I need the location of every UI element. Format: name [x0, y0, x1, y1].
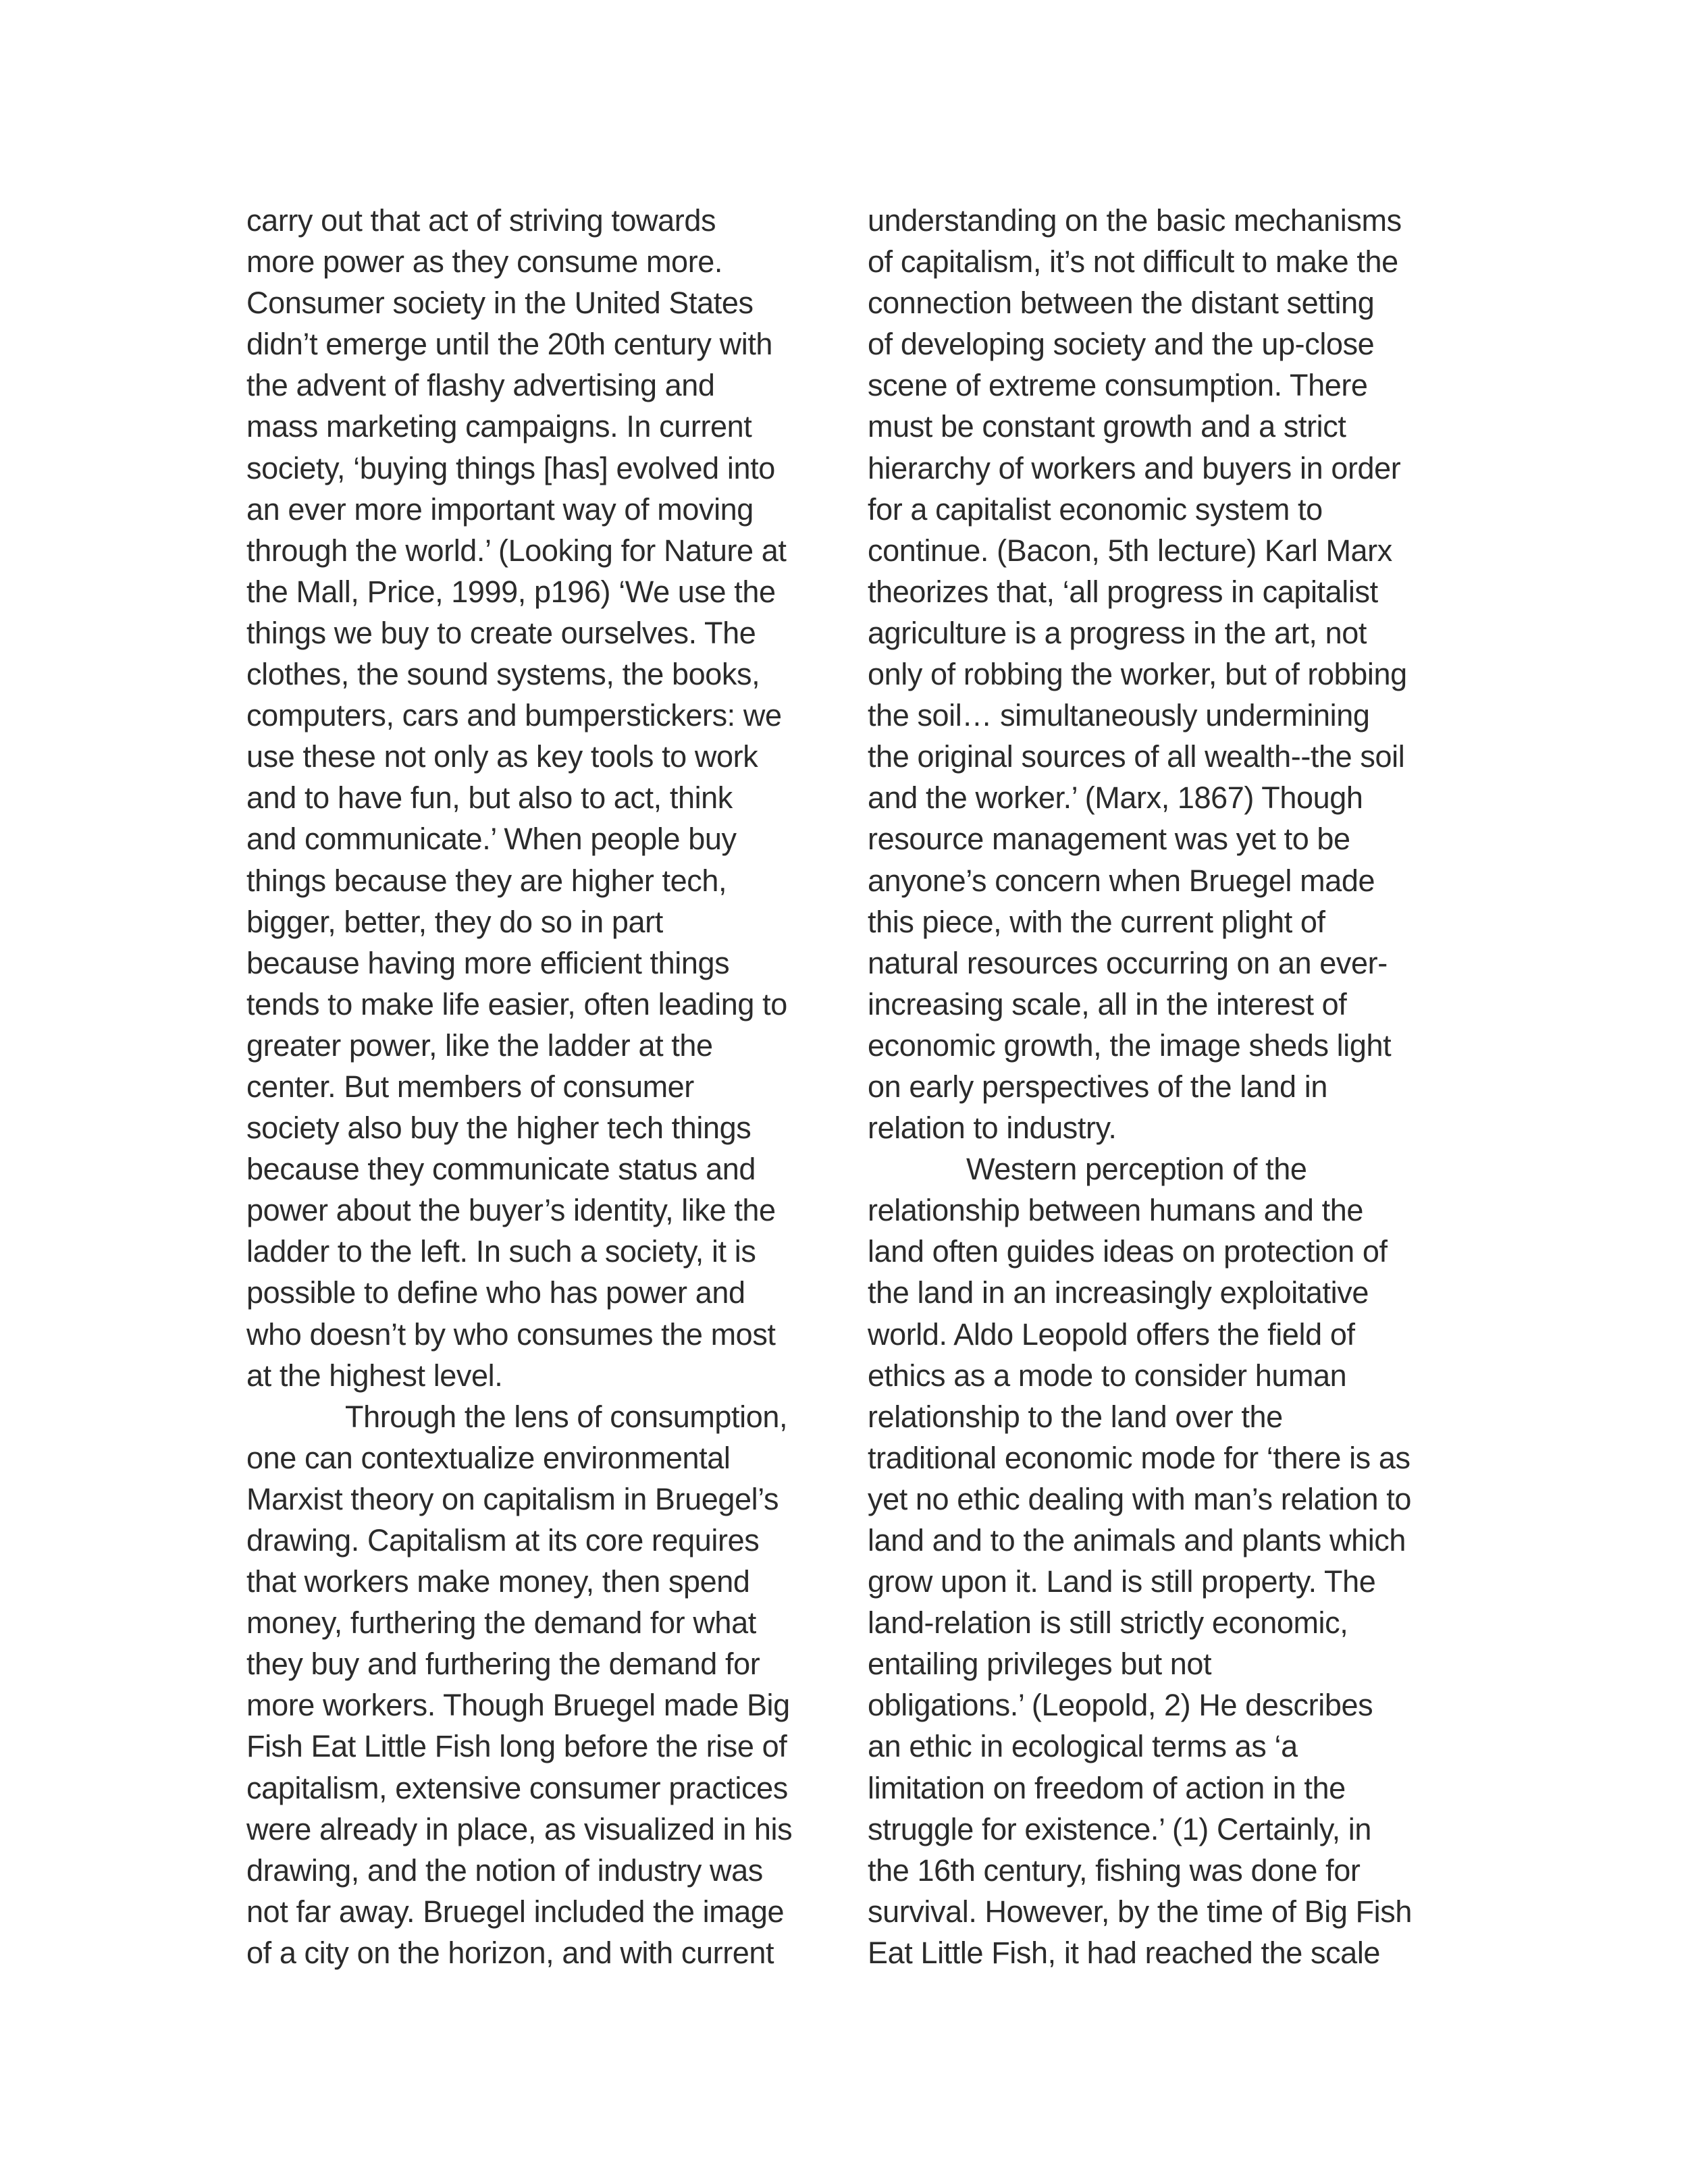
text-line: Eat Little Fish, it had reached the scale	[868, 1935, 1381, 1970]
text-line: and to have fun, but also to act, think	[246, 780, 733, 816]
text-line: clothes, the sound systems, the books,	[246, 657, 760, 692]
text-line: traditional economic mode for ‘there is as	[868, 1440, 1410, 1475]
text-line: power about the buyer’s identity, like the	[246, 1193, 776, 1228]
text-line: relationship to the land over the	[868, 1399, 1283, 1434]
text-line: struggle for existence.’ (1) Certainly, in	[868, 1811, 1372, 1846]
text-line: an ever more important way of moving	[246, 491, 754, 527]
text-line: bigger, better, they do so in part	[246, 904, 663, 939]
text-line: economic growth, the image sheds light	[868, 1028, 1392, 1063]
text-line: more power as they consume more.	[246, 244, 723, 279]
text-line: center. But members of consumer	[246, 1069, 694, 1104]
text-line: didn’t emerge until the 20th century with	[246, 327, 773, 362]
text-line: relation to industry.	[868, 1111, 1117, 1146]
text-line: Western perception of the	[966, 1152, 1307, 1187]
text-line: Consumer society in the United States	[246, 286, 754, 321]
text-line: society, ‘buying things [has] evolved into	[246, 450, 775, 485]
text-line: grow upon it. Land is still property. The	[868, 1564, 1376, 1599]
text-line: were already in place, as visualized in his	[246, 1811, 793, 1846]
text-line: Marxist theory on capitalism in Bruegel’s	[246, 1481, 779, 1516]
text-line: world. Aldo Leopold offers the field of	[868, 1316, 1355, 1352]
text-line: things we buy to create ourselves. The	[246, 615, 756, 650]
text-line: the 16th century, fishing was done for	[868, 1853, 1361, 1888]
text-line: theorizes that, ‘all progress in capitalist	[868, 574, 1378, 609]
text-line: the advent of flashy advertising and	[246, 368, 715, 403]
text-line: greater power, like the ladder at the	[246, 1028, 713, 1063]
text-line: tends to make life easier, often leading to	[246, 986, 787, 1021]
text-line: for a capitalist economic system to	[868, 491, 1323, 527]
text-line: yet no ethic dealing with man’s relation to	[868, 1481, 1411, 1516]
text-column-right	[868, 200, 1448, 1973]
text-line: land and to the animals and plants which	[868, 1523, 1406, 1557]
text-line: ladder to the left. In such a society, it is	[246, 1234, 756, 1269]
text-line: carry out that act of striving towards	[246, 203, 716, 238]
text-line: of a city on the horizon, and with current	[246, 1935, 774, 1970]
text-line: must be constant growth and a strict	[868, 409, 1346, 444]
text-line: who doesn’t by who consumes the most	[246, 1316, 776, 1352]
text-line: land often guides ideas on protection of	[868, 1234, 1388, 1269]
text-line: on early perspectives of the land in	[868, 1069, 1328, 1104]
text-line: increasing scale, all in the interest of	[868, 986, 1347, 1021]
text-line: computers, cars and bumperstickers: we	[246, 698, 782, 733]
text-line: of developing society and the up-close	[868, 327, 1375, 362]
text-line: things because they are higher tech,	[246, 863, 727, 898]
text-line: relationship between humans and the	[868, 1193, 1364, 1228]
text-line: drawing, and the notion of industry was	[246, 1853, 763, 1888]
text-line: at the highest level.	[246, 1358, 503, 1393]
text-line: of capitalism, it’s not difficult to make the	[868, 244, 1398, 279]
text-line: they buy and furthering the demand for	[246, 1647, 760, 1682]
text-line: use these not only as key tools to work	[246, 739, 758, 774]
text-line: this piece, with the current plight of	[868, 904, 1325, 939]
text-line: Fish Eat Little Fish long before the rise of	[246, 1729, 787, 1764]
text-line: mass marketing campaigns. In current	[246, 409, 752, 444]
text-line: more workers. Though Bruegel made Big	[246, 1688, 790, 1723]
text-line: hierarchy of workers and buyers in order	[868, 450, 1401, 485]
text-line: one can contextualize environmental	[246, 1440, 731, 1475]
text-line: drawing. Capitalism at its core requires	[246, 1523, 760, 1557]
text-line: scene of extreme consumption. There	[868, 368, 1368, 403]
text-line: the land in an increasingly exploitative	[868, 1275, 1369, 1310]
text-line: continue. (Bacon, 5th lecture) Karl Marx	[868, 533, 1392, 568]
text-line: entailing privileges but not	[868, 1647, 1212, 1682]
text-line: capitalism, extensive consumer practices	[246, 1770, 788, 1805]
text-line: understanding on the basic mechanisms	[868, 203, 1402, 238]
text-line: ethics as a mode to consider human	[868, 1358, 1347, 1393]
text-line: survival. However, by the time of Big Fish	[868, 1894, 1413, 1929]
text-line: connection between the distant setting	[868, 286, 1375, 321]
text-line: land-relation is still strictly economic,	[868, 1605, 1348, 1641]
text-line: an ethic in ecological terms as ‘a	[868, 1729, 1298, 1764]
text-line: agriculture is a progress in the art, not	[868, 615, 1367, 650]
text-line: society also buy the higher tech things	[246, 1111, 751, 1146]
text-line: and the worker.’ (Marx, 1867) Though	[868, 780, 1363, 816]
text-line: money, furthering the demand for what	[246, 1605, 756, 1641]
text-line: possible to define who has power and	[246, 1275, 745, 1310]
text-line: only of robbing the worker, but of robbing	[868, 657, 1407, 692]
text-line: and communicate.’ When people buy	[246, 822, 737, 857]
text-line: natural resources occurring on an ever-	[868, 945, 1388, 980]
text-line: anyone’s concern when Bruegel made	[868, 863, 1375, 898]
text-line: resource management was yet to be	[868, 822, 1350, 857]
text-line: Through the lens of consumption,	[345, 1399, 788, 1434]
text-line: through the world.’ (Looking for Nature at	[246, 533, 787, 568]
text-line: that workers make money, then spend	[246, 1564, 750, 1599]
text-column-left	[246, 200, 820, 1973]
text-line: not far away. Bruegel included the image	[246, 1894, 785, 1929]
text-line: limitation on freedom of action in the	[868, 1770, 1346, 1805]
text-line: the original sources of all wealth--the soil	[868, 739, 1405, 774]
text-line: because they communicate status and	[246, 1152, 756, 1187]
text-line: the soil… simultaneously undermining	[868, 698, 1370, 733]
text-line: because having more efficient things	[246, 945, 730, 980]
text-line: the Mall, Price, 1999, p196) ‘We use the	[246, 574, 776, 609]
text-line: obligations.’ (Leopold, 2) He describes	[868, 1688, 1373, 1723]
